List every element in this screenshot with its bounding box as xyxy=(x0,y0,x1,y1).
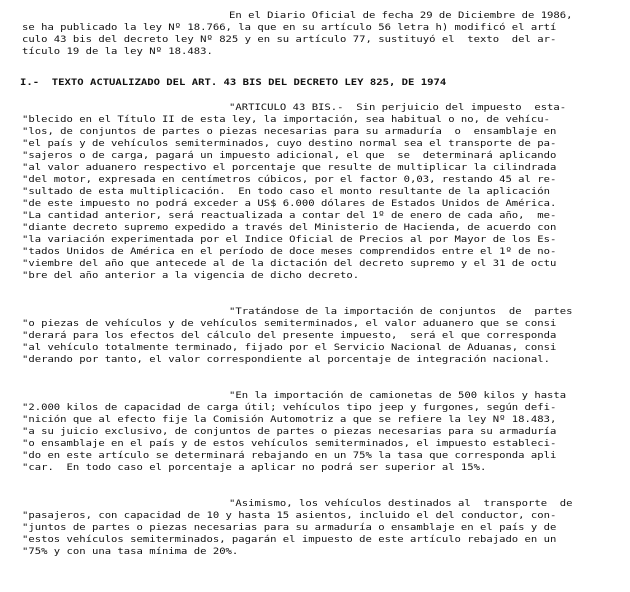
paragraph-line: "derando por tanto, el valor correspondiente al porcentaje de integración nacional. xyxy=(22,354,550,365)
intro-line: se ha publicado la ley Nº 18.766, la que en su artículo 56 letra h) modificó el artí xyxy=(22,22,557,33)
paragraph-line: "2.000 kilos de capacidad de carga útil; vehículos tipo jeep y furgones, según defi- xyxy=(22,402,557,413)
paragraph-line: "diante decreto supremo expedido a través del Ministerio de Hacienda, de acuerdo con xyxy=(22,222,557,233)
paragraph-line: "Asimismo, los vehículos destinados al transporte de xyxy=(229,498,573,509)
paragraph-line: "sajeros o de carga, pagará un impuesto adicional, el que se determinará aplicando xyxy=(22,150,557,161)
paragraph-line: "de este impuesto no podrá exceder a US$ 6.000 dólares de Estados Unidos de América. xyxy=(22,198,557,209)
intro-line: tículo 19 de la ley Nº 18.483. xyxy=(22,46,213,57)
paragraph-line: "75% y con una tasa mínima de 20%. xyxy=(22,546,239,557)
paragraph-line: "bre del año anterior a la vigencia de dicho decreto. xyxy=(22,270,360,281)
paragraph-line: "pasajeros, con capacidad de 10 y hasta 15 asientos, incluido el del conductor, con- xyxy=(22,510,557,521)
paragraph-line: "estos vehículos semiterminados, pagarán el impuesto de este artículo rebajado en un xyxy=(22,534,557,545)
paragraph-line: "la variación experimentada por el Indice Oficial de Precios al por Mayor de los Es- xyxy=(22,234,557,245)
paragraph-line: "tados Unidos de América en el período de doce meses comprendidos entre el 1º de no- xyxy=(22,246,557,257)
section-title: I.- TEXTO ACTUALIZADO DEL ART. 43 BIS DEL DECRETO LEY 825, DE 1974 xyxy=(20,77,447,88)
paragraph-line: "a su juicio exclusivo, de conjuntos de partes o piezas necesarias para su armaduría xyxy=(22,426,557,437)
intro-line: En el Diario Oficial de fecha 29 de Diciembre de 1986, xyxy=(229,10,573,21)
paragraph-line: "derará para los efectos del cálculo del presente impuesto, será el que corresponda xyxy=(22,330,557,341)
paragraph-line: "al vehículo totalmente terminado, fijado por el Servicio Nacional de Aduanas, consi xyxy=(22,342,557,353)
paragraph-line: "do en este artículo se determinará rebajando en un 75% la tasa que corresponda apli xyxy=(22,450,557,461)
paragraph-line: "La cantidad anterior, será reactualizada a contar del 1º de enero de cada año, me- xyxy=(22,210,557,221)
paragraph-line: "o ensamblaje en el país y de estos vehículos semiterminados, el impuesto estableci- xyxy=(22,438,557,449)
paragraph-line: "el país y de vehículos semiterminados, cuyo destino normal sea el transporte de pa- xyxy=(22,138,557,149)
paragraph-line: "blecido en el Título II de esta ley, la importación, sea habitual o no, de vehícu- xyxy=(22,114,550,125)
intro-line: culo 43 bis del decreto ley Nº 825 y en su artículo 77, sustituyó el texto del ar- xyxy=(22,34,557,45)
paragraph-line: "juntos de partes o piezas necesarias para su armaduría o ensamblaje en el país y de xyxy=(22,522,557,533)
paragraph-line: "al valor aduanero respectivo el porcentaje que resulte de multiplicar la cilindrada xyxy=(22,162,557,173)
paragraph-line: "Tratándose de la importación de conjuntos de partes xyxy=(229,306,573,317)
paragraph-line: "sultado de esta multiplicación. En todo caso el monto resultante de la aplicación xyxy=(22,186,550,197)
paragraph-line: "nición que al efecto fije la Comisión Automotriz a que se refiere la ley Nº 18.483, xyxy=(22,414,557,425)
paragraph-line: "ARTICULO 43 BIS.- Sin perjuicio del impuesto esta- xyxy=(229,102,567,113)
paragraph-line: "En la importación de camionetas de 500 kilos y hasta xyxy=(229,390,567,401)
paragraph-line: "o piezas de vehículos y de vehículos semiterminados, el valor aduanero que se consi xyxy=(22,318,557,329)
paragraph-line: "car. En todo caso el porcentaje a aplicar no podrá ser superior al 15%. xyxy=(22,462,487,473)
paragraph-line: "del motor, expresada en centímetros cúbicos, por el factor 0,03, restando 45 al re- xyxy=(22,174,557,185)
paragraph-line: "los, de conjuntos de partes o piezas necesarias para su armaduría o ensamblaje en xyxy=(22,126,557,137)
paragraph-line: "viembre del año que antecede al de la dictación del decreto supremo y el 31 de octu xyxy=(22,258,557,269)
